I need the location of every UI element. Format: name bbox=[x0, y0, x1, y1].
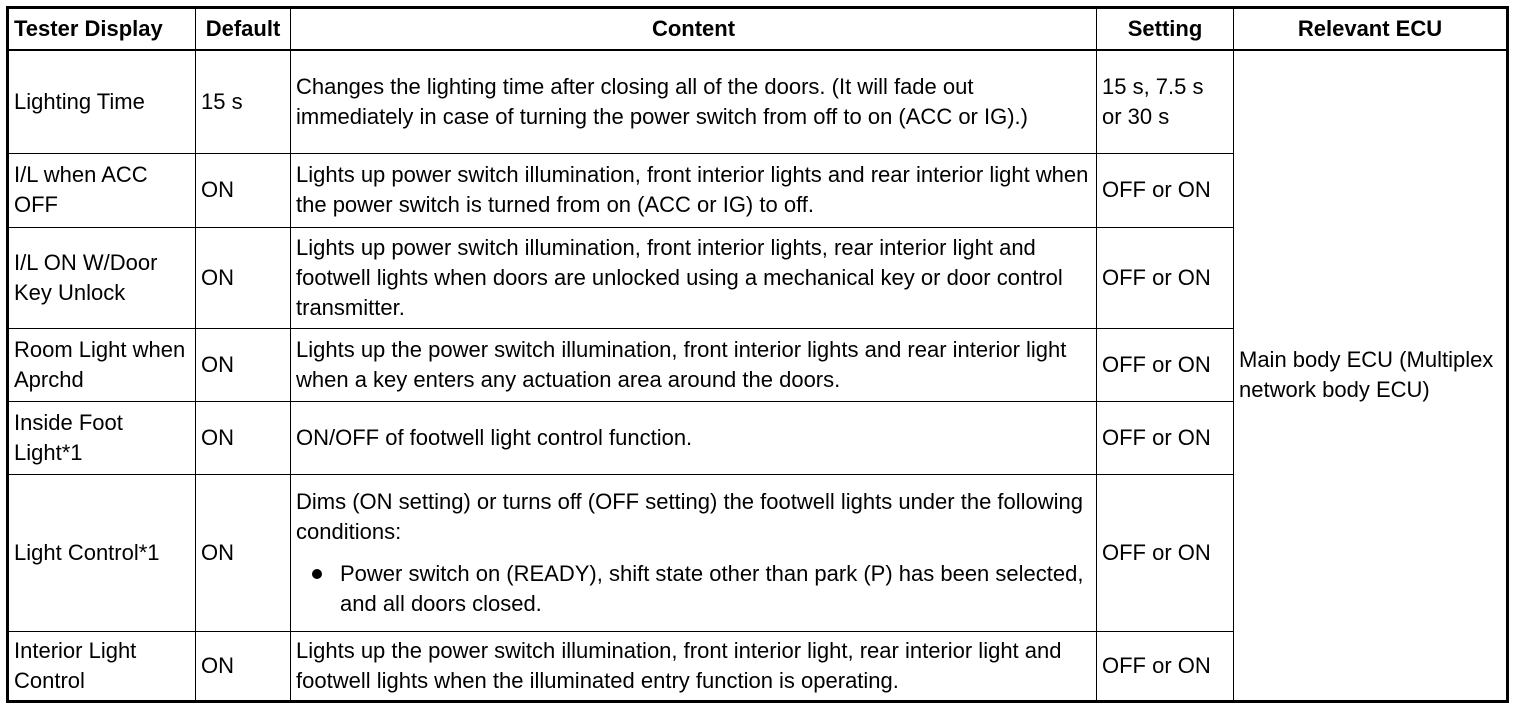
header-row bbox=[8, 8, 1508, 51]
cell-content: Lights up the power switch illumination, front interior light, rear interior light and footwell lights when the illuminated entry function is operating. bbox=[291, 631, 1097, 701]
cell-content: Lights up power switch illumination, front interior lights and rear interior light when the power switch is turned from on (ACC or IG) to off. bbox=[291, 153, 1097, 227]
cell-default: 15 s bbox=[196, 50, 291, 153]
cell-content: Lights up power switch illumination, front interior lights, rear interior light and footwell lights when doors are unlocked using a mechanical key or door control transmitter. bbox=[291, 227, 1097, 328]
cell-setting: OFF or ON bbox=[1097, 227, 1234, 328]
cell-tester-display: Light Control*1 bbox=[8, 474, 196, 631]
cell-default: ON bbox=[196, 328, 291, 401]
cell-relevant-ecu: Main body ECU (Multiplex network body ECU) bbox=[1234, 50, 1508, 701]
header-default: Default bbox=[196, 8, 291, 51]
cell-tester-display: Room Light when Aprchd bbox=[8, 328, 196, 401]
bullet-icon bbox=[312, 569, 322, 579]
cell-content: ON/OFF of footwell light control function. bbox=[291, 401, 1097, 474]
header-relevant-ecu: Relevant ECU bbox=[1234, 8, 1508, 51]
cell-setting: OFF or ON bbox=[1097, 401, 1234, 474]
cell-default: ON bbox=[196, 474, 291, 631]
bullet-text: Power switch on (READY), shift state other than park (P) has been selected, and all doors closed. bbox=[340, 560, 1084, 616]
cell-content bbox=[291, 474, 1097, 631]
cell-content: Changes the lighting time after closing all of the doors. (It will fade out immediately in case of turning the power switch from off to on (ACC or IG).) bbox=[291, 50, 1097, 153]
table-row bbox=[8, 50, 1508, 153]
cell-default: ON bbox=[196, 631, 291, 701]
cell-default: ON bbox=[196, 401, 291, 474]
cell-tester-display: Inside Foot Light*1 bbox=[8, 401, 196, 474]
cell-tester-display: I/L when ACC OFF bbox=[8, 153, 196, 227]
cell-setting: 15 s, 7.5 s or 30 s bbox=[1097, 50, 1234, 153]
header-setting: Setting bbox=[1097, 8, 1234, 51]
cell-default: ON bbox=[196, 153, 291, 227]
cell-setting: OFF or ON bbox=[1097, 153, 1234, 227]
cell-tester-display: I/L ON W/Door Key Unlock bbox=[8, 227, 196, 328]
cell-setting: OFF or ON bbox=[1097, 631, 1234, 701]
cell-tester-display: Lighting Time bbox=[8, 50, 196, 153]
cell-content: Lights up the power switch illumination, front interior lights and rear interior light when a key enters any actuation area around the doors. bbox=[291, 328, 1097, 401]
header-content: Content bbox=[291, 8, 1097, 51]
content-intro: Dims (ON setting) or turns off (OFF setting) the footwell lights under the following conditions: bbox=[296, 488, 1084, 544]
customization-table bbox=[6, 6, 1509, 703]
cell-setting: OFF or ON bbox=[1097, 474, 1234, 631]
bullet-item bbox=[296, 559, 1091, 619]
cell-tester-display: Interior Light Control bbox=[8, 631, 196, 701]
cell-setting: OFF or ON bbox=[1097, 328, 1234, 401]
cell-default: ON bbox=[196, 227, 291, 328]
header-tester-display: Tester Display bbox=[8, 8, 196, 51]
